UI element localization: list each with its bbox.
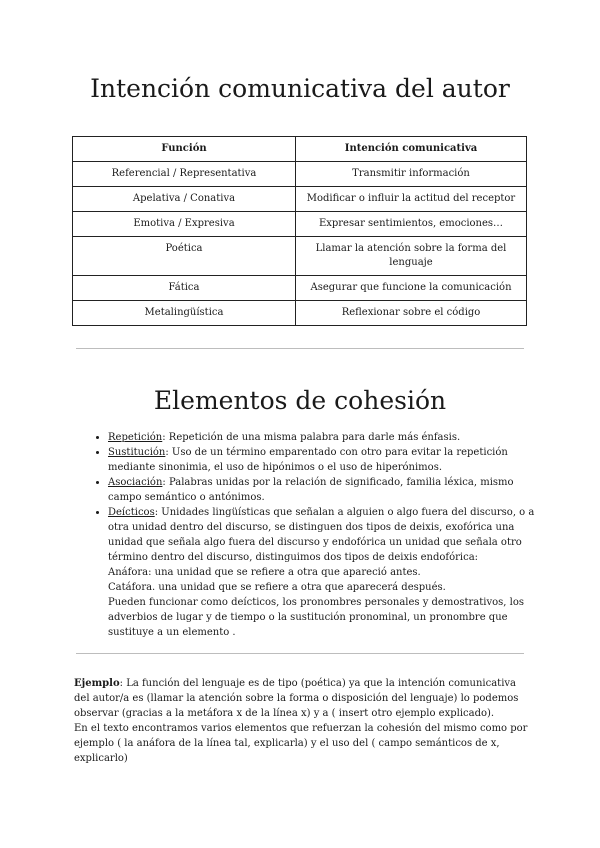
section-title-cohesion: Elementos de cohesión [153,386,447,415]
term-repeticion: Repetición [108,432,163,443]
table-row [73,162,527,187]
intention-cell: Transmitir información [296,162,527,187]
function-cell: Apelativa / Conativa [73,187,296,212]
intention-cell: Modificar o influir la actitud del receptor [296,187,527,212]
example-text: : La función del lenguaje es de tipo (poética) ya que la intención comunicativa del autor/a es (llamar la atención sobre la forma o disposición del lenguaje) lo podemos observar (gracias a la metáfora x de la línea x) y a ( insert otro ejemplo explicado). [74,678,519,719]
function-cell: Fática [73,276,296,301]
section-divider [76,348,524,349]
list-item [108,475,544,505]
list-item [108,430,544,445]
term-deicticos: Deícticos [108,507,155,518]
functions-table [72,136,527,326]
table-row [73,212,527,237]
list-item [108,505,544,640]
example-paragraph [74,676,528,721]
example-block [74,676,528,766]
table-row [73,276,527,301]
function-cell: Emotiva / Expresiva [73,212,296,237]
section-title-intention: Intención comunicativa del autor [90,74,510,103]
term-sustitucion: Sustitución [108,447,166,458]
table-row [73,237,527,276]
function-cell: Metalingüística [73,301,296,326]
intention-cell: Llamar la atención sobre la forma del lenguaje [296,237,527,276]
anafora-line: Anáfora: una unidad que se refiere a otra que apareció antes. [108,567,421,578]
table-row [73,301,527,326]
cohesion-list [90,430,544,640]
table-header-row [73,137,527,162]
example-paragraph-2: En el texto encontramos varios elementos que refuerzan la cohesión del mismo como por ejemplo ( la anáfora de la línea tal, explicarla) y el uso del ( campo semánticos de x, explicarlo) [74,723,528,764]
item-text: : Unidades lingüísticas que señalan a alguien o algo fuera del discurso, o a otra unidad dentro del discurso, se distinguen dos tipos de deixis, exofórica una unidad que señala algo fuera del discurso y endofórica un unidad que señala otro término dentro del discurso, distinguimos dos tipos de deixis endofórica: [108,507,535,563]
item-text: : Palabras unidas por la relación de significado, familia léxica, mismo campo semántico o antónimos. [108,477,514,503]
list-item [108,445,544,475]
item-text: : Repetición de una misma palabra para darle más énfasis. [162,432,461,443]
section-divider [76,653,524,654]
header-intention: Intención comunicativa [296,137,527,162]
pronombres-paragraph: Pueden funcionar como deícticos, los pronombres personales y demostrativos, los adverbios de lugar y de tiempo o la sustitución pronominal, un pronombre que sustituye a un elemento . [108,597,524,638]
intention-cell: Expresar sentimientos, emociones… [296,212,527,237]
catafora-line: Catáfora. una unidad que se refiere a otra que aparecerá después. [108,582,446,593]
header-function: Función [73,137,296,162]
table-row [73,187,527,212]
example-label: Ejemplo [74,678,120,689]
item-text: : Uso de un término emparentado con otro para evitar la repetición mediante sinonimia, el uso de hipónimos o el uso de hiperónimos. [108,447,508,473]
intention-cell: Asegurar que funcione la comunicación [296,276,527,301]
intention-cell: Reflexionar sobre el código [296,301,527,326]
term-asociacion: Asociación [108,477,163,488]
function-cell: Poética [73,237,296,276]
function-cell: Referencial / Representativa [73,162,296,187]
